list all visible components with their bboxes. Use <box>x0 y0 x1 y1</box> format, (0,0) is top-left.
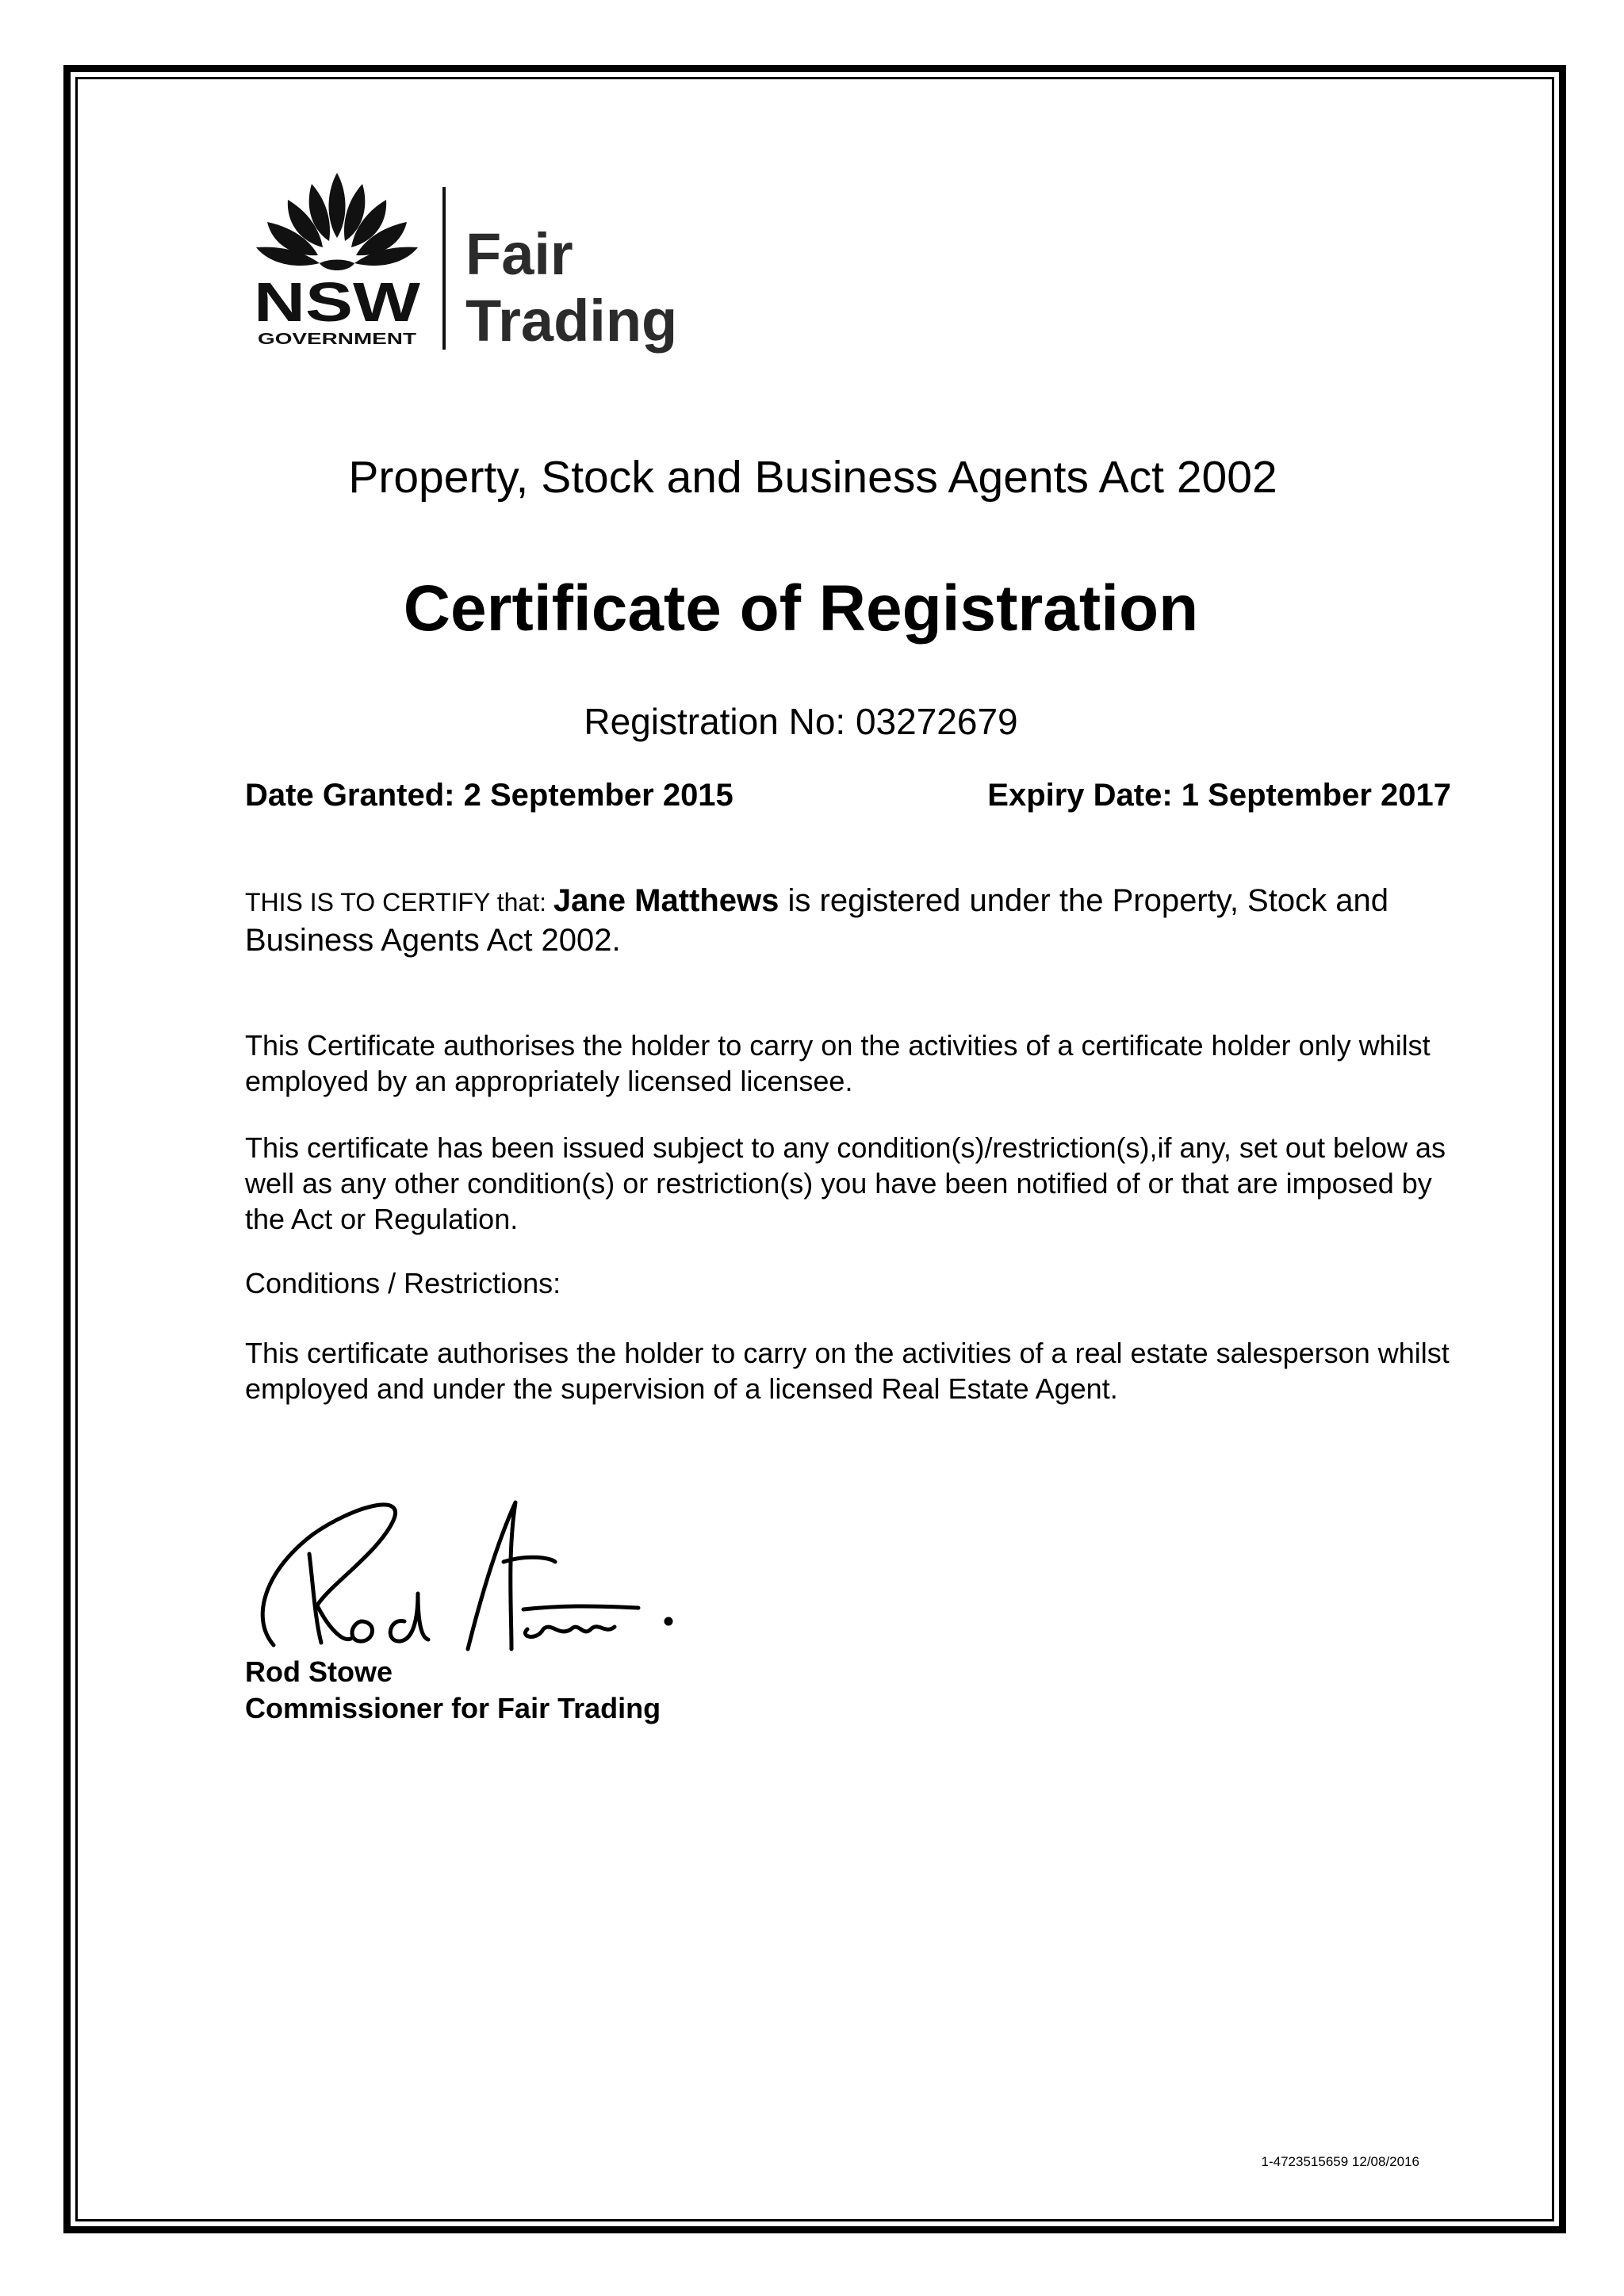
holder-name: Jane Matthews <box>553 883 779 918</box>
signatory-name: Rod Stowe <box>245 1655 393 1688</box>
handwritten-signature <box>242 1459 702 1657</box>
authorisation-paragraph: This Certificate authorises the holder to carry on the activities of a certificate holder only whilst employed by an appropriately licensed licensee. <box>245 1029 1431 1097</box>
registration-number: Registration No: 03272679 <box>584 701 1018 742</box>
logo-org-sub: GOVERNMENT <box>258 331 416 348</box>
logo-dept-line2: Trading <box>465 288 678 354</box>
condition-text: This certificate authorises the holder to carry on the activities of a real estate salesperson whilst employed and under the supervision of a licensed Real Estate Agent. <box>245 1337 1450 1405</box>
nsw-fair-trading-logo <box>250 165 702 363</box>
date-granted: Date Granted: 2 September 2015 <box>245 778 733 813</box>
expiry-date: Expiry Date: 1 September 2017 <box>987 778 1451 813</box>
footer-reference: 1-4723515659 12/08/2016 <box>1261 2154 1419 2169</box>
act-title: Property, Stock and Business Agents Act 2002 <box>348 452 1277 503</box>
logo-dept-line1: Fair <box>465 221 573 287</box>
conditions-note-paragraph: This certificate has been issued subject to any condition(s)/restriction(s),if any, set out below as well as any other condition(s) or restriction(s) you have been notified of or that are imposed by the Act or Regulation. <box>245 1131 1446 1235</box>
certificate-title: Certificate of Registration <box>403 572 1199 645</box>
signatory-title: Commissioner for Fair Trading <box>245 1692 661 1724</box>
logo-org-name: NSW <box>254 271 420 333</box>
waratah-flower-icon <box>256 173 418 270</box>
certify-lead: THIS IS TO CERTIFY that: <box>245 888 553 916</box>
logo-divider <box>442 187 446 350</box>
conditions-heading: Conditions / Restrictions: <box>245 1267 561 1299</box>
certify-statement <box>245 882 1450 959</box>
certify-rest: is registered under the Property, Stock and Business Agents Act 2002. <box>245 883 1388 958</box>
signatory-block <box>245 1654 661 1727</box>
